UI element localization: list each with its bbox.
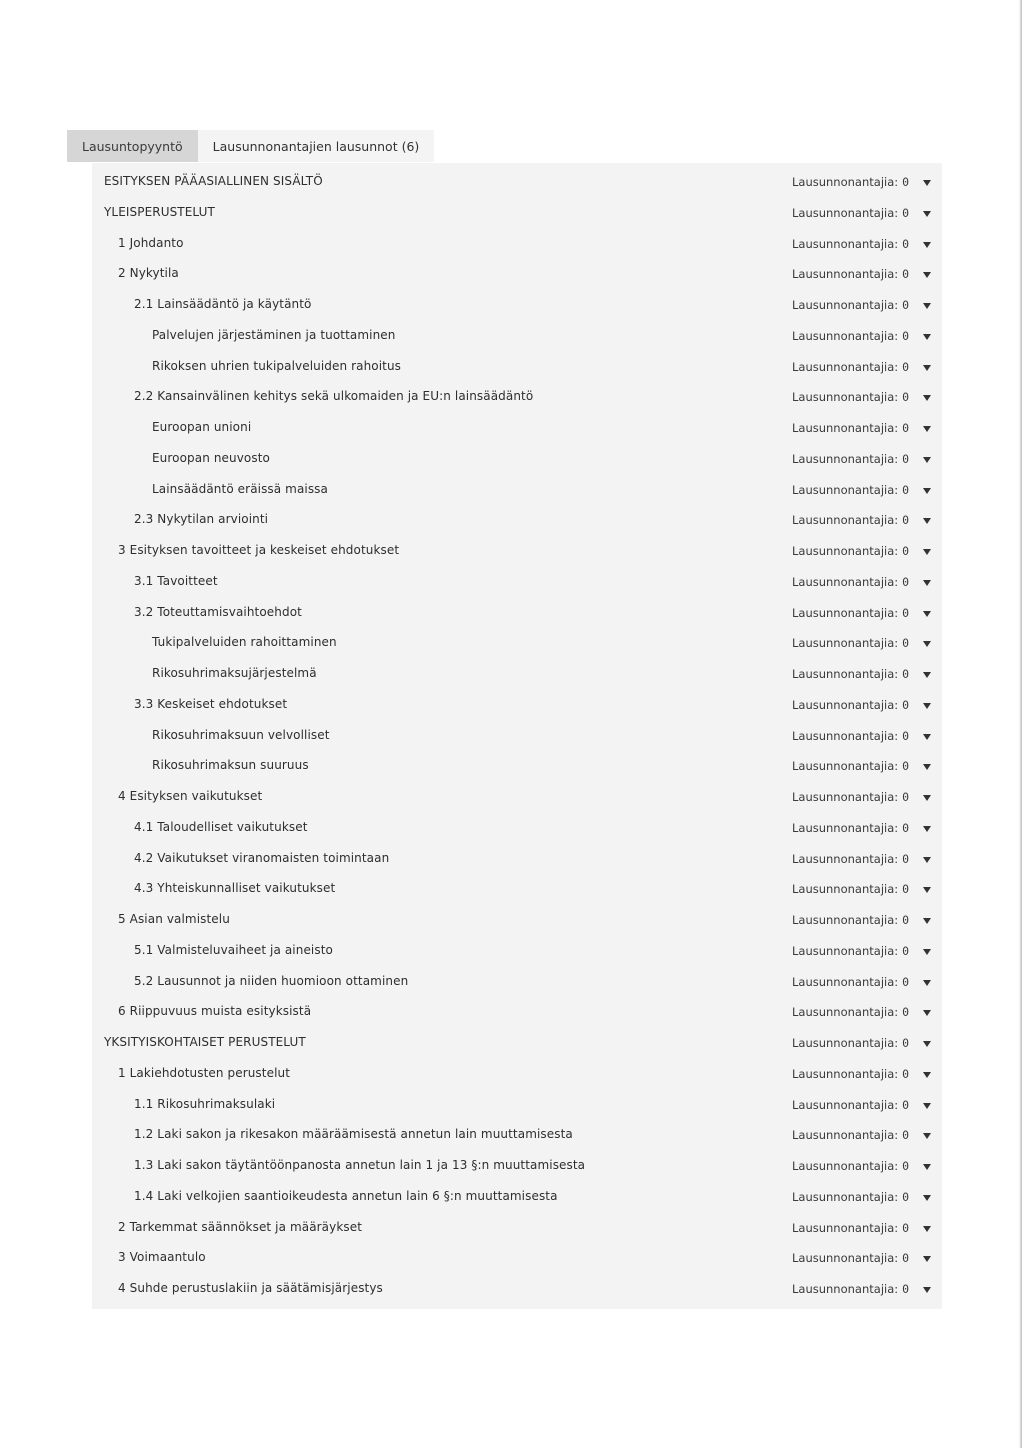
section-row[interactable] — [92, 996, 942, 1027]
section-title: 4 Suhde perustuslakiin ja säätämisjärjestys — [118, 1281, 383, 1295]
commenter-count-label: Lausunnonantajia: — [792, 1128, 899, 1143]
commenter-count — [792, 544, 909, 558]
commenter-count-value: 0 — [902, 205, 910, 220]
commenter-count-label: Lausunnonantajia: — [792, 605, 899, 620]
section-title: 6 Riippuvuus muista esityksistä — [118, 1004, 312, 1019]
commenter-count-label: Lausunnonantajia: — [792, 1220, 899, 1235]
expand-caret-icon[interactable] — [923, 334, 931, 340]
commenter-count — [792, 698, 909, 712]
expand-caret-icon[interactable] — [923, 395, 931, 401]
expand-caret-icon[interactable] — [923, 1226, 931, 1232]
commenter-count — [792, 1067, 909, 1081]
commenter-count — [792, 513, 909, 527]
section-title: 4.3 Yhteiskunnalliset vaikutukset — [134, 881, 336, 896]
section-title: 1.4 Laki velkojien saantioikeudesta annetun lain 6 §:n muuttamisesta — [134, 1188, 558, 1203]
commenter-count-value: 0 — [902, 913, 910, 927]
commenter-count-value: 0 — [902, 298, 910, 312]
commenter-count-value: 0 — [902, 175, 910, 189]
section-title: 5.1 Valmisteluvaiheet ja aineisto — [134, 942, 333, 957]
section-row[interactable] — [92, 258, 942, 289]
commenter-count-value: 0 — [902, 1189, 910, 1204]
expand-caret-icon[interactable] — [923, 826, 931, 832]
commenter-count-value: 0 — [902, 359, 910, 374]
commenter-count — [792, 1159, 909, 1173]
commenter-count — [792, 206, 909, 220]
section-title: Euroopan unioni — [152, 420, 252, 434]
commenter-count — [792, 483, 909, 497]
expand-caret-icon[interactable] — [923, 580, 931, 586]
section-row[interactable] — [92, 1273, 942, 1304]
section-row[interactable] — [92, 320, 942, 351]
section-row[interactable] — [92, 781, 942, 812]
commenter-count-label: Lausunnonantajia: — [792, 974, 899, 989]
section-row[interactable] — [92, 904, 942, 935]
commenter-count-value: 0 — [902, 943, 910, 958]
commenter-count-value: 0 — [902, 513, 910, 528]
commenter-count-label: Lausunnonantajia: — [792, 1097, 899, 1112]
commenter-count-value: 0 — [902, 1128, 910, 1143]
section-title: 1 Lakiehdotusten perustelut — [118, 1065, 291, 1080]
commenter-count-value: 0 — [902, 544, 910, 558]
commenter-count — [792, 1282, 909, 1296]
commenter-count-label: Lausunnonantajia: — [792, 851, 899, 866]
section-row[interactable] — [92, 474, 942, 505]
commenter-count-label: Lausunnonantajia: — [792, 421, 899, 435]
section-row[interactable] — [92, 750, 942, 781]
commenter-count-label: Lausunnonantajia: — [792, 544, 899, 558]
sections-panel — [92, 163, 942, 1309]
commenter-count-label: Lausunnonantajia: — [792, 820, 899, 835]
commenter-count-value: 0 — [902, 1066, 910, 1081]
commenter-count — [792, 821, 909, 835]
expand-caret-icon[interactable] — [923, 365, 931, 371]
section-row[interactable] — [92, 443, 942, 474]
commenter-count-value: 0 — [902, 636, 910, 651]
section-title: 2.3 Nykytilan arviointi — [134, 512, 269, 527]
section-row[interactable] — [92, 166, 942, 197]
commenter-count-label: Lausunnonantajia: — [792, 1159, 899, 1173]
commenter-count-value: 0 — [902, 1251, 910, 1266]
commenter-count-value: 0 — [902, 267, 910, 282]
section-row[interactable] — [92, 412, 942, 443]
section-title: 5 Asian valmistelu — [118, 912, 230, 926]
expand-caret-icon[interactable] — [923, 857, 931, 863]
expand-caret-icon[interactable] — [923, 1133, 931, 1139]
commenter-count-label: Lausunnonantajia: — [792, 728, 899, 743]
commenter-count — [792, 360, 909, 374]
section-row[interactable] — [92, 289, 942, 320]
section-title: YLEISPERUSTELUT — [104, 204, 215, 219]
section-row[interactable] — [92, 935, 942, 966]
commenter-count-label: Lausunnonantajia: — [792, 913, 899, 927]
commenter-count-label: Lausunnonantajia: — [792, 882, 899, 897]
section-title: 2 Nykytila — [118, 266, 179, 281]
expand-caret-icon[interactable] — [923, 518, 931, 524]
expand-caret-icon[interactable] — [923, 918, 931, 924]
commenter-count-label: Lausunnonantajia: — [792, 1189, 899, 1204]
commenter-count — [792, 606, 909, 620]
expand-caret-icon[interactable] — [923, 303, 931, 309]
section-row[interactable] — [92, 1089, 942, 1120]
commenter-count — [792, 975, 909, 989]
section-row[interactable] — [92, 1181, 942, 1212]
expand-caret-icon[interactable] — [923, 764, 931, 770]
commenter-count — [792, 1098, 909, 1112]
commenter-count-label: Lausunnonantajia: — [792, 390, 899, 405]
commenter-count — [792, 1005, 909, 1019]
section-title: 3 Voimaantulo — [118, 1250, 206, 1265]
section-row[interactable] — [92, 812, 942, 843]
section-title: 3.3 Keskeiset ehdotukset — [134, 696, 288, 711]
commenter-count-value: 0 — [902, 236, 910, 251]
expand-caret-icon[interactable] — [923, 641, 931, 647]
commenter-count — [792, 944, 909, 958]
commenter-count — [792, 329, 909, 343]
commenter-count — [792, 1221, 909, 1235]
section-title: 4.2 Vaikutukset viranomaisten toimintaan — [134, 850, 390, 865]
expand-caret-icon[interactable] — [923, 611, 931, 617]
section-row[interactable] — [92, 658, 942, 689]
commenter-count — [792, 667, 909, 681]
commenter-count — [792, 913, 909, 927]
commenter-count — [792, 1190, 909, 1204]
expand-caret-icon[interactable] — [923, 272, 931, 278]
expand-caret-icon[interactable] — [923, 980, 931, 986]
commenter-count-label: Lausunnonantajia: — [792, 451, 899, 466]
section-title: Lainsäädäntö eräissä maissa — [152, 481, 328, 496]
commenter-count — [792, 175, 909, 189]
commenter-count — [792, 575, 909, 589]
commenter-count-label: Lausunnonantajia: — [792, 1036, 899, 1050]
section-row[interactable] — [92, 1242, 942, 1273]
commenter-count — [792, 729, 909, 743]
expand-caret-icon[interactable] — [923, 1010, 931, 1016]
expand-caret-icon[interactable] — [923, 1256, 931, 1262]
section-title: Rikosuhrimaksujärjestelmä — [152, 666, 317, 680]
expand-caret-icon[interactable] — [923, 211, 931, 217]
commenter-count-label: Lausunnonantajia: — [792, 175, 899, 189]
section-title: 1 Johdanto — [118, 235, 184, 250]
section-title: 4.1 Taloudelliset vaikutukset — [134, 819, 308, 834]
section-row[interactable] — [92, 720, 942, 751]
section-row[interactable] — [92, 504, 942, 535]
section-title: 1.3 Laki sakon täytäntöönpanosta annetun lain 1 ja 13 §:n muuttamisesta — [134, 1158, 586, 1172]
commenter-count — [792, 1128, 909, 1142]
tab-label: Lausuntopyyntö — [82, 138, 183, 154]
expand-caret-icon[interactable] — [923, 549, 931, 555]
section-title: 2 Tarkemmat säännökset ja määräykset — [118, 1219, 363, 1234]
commenter-count-value: 0 — [902, 574, 910, 589]
commenter-count — [792, 1036, 909, 1050]
section-title: Euroopan neuvosto — [152, 450, 270, 465]
commenter-count-label: Lausunnonantajia: — [792, 1282, 899, 1296]
section-title: 4 Esityksen vaikutukset — [118, 789, 263, 803]
expand-caret-icon[interactable] — [923, 1195, 931, 1201]
commenter-count-value: 0 — [902, 1159, 910, 1173]
section-row[interactable] — [92, 228, 942, 259]
section-row[interactable] — [92, 627, 942, 658]
expand-caret-icon[interactable] — [923, 1103, 931, 1109]
tab-bar — [67, 130, 434, 162]
section-row[interactable] — [92, 843, 942, 874]
expand-caret-icon[interactable] — [923, 242, 931, 248]
commenter-count-value: 0 — [902, 820, 910, 835]
commenter-count-label: Lausunnonantajia: — [792, 482, 899, 497]
section-row[interactable] — [92, 381, 942, 412]
section-row[interactable] — [92, 1058, 942, 1089]
section-title: 1.1 Rikosuhrimaksulaki — [134, 1096, 276, 1111]
commenter-count-value: 0 — [902, 790, 910, 804]
commenter-count-label: Lausunnonantajia: — [792, 205, 899, 220]
commenter-count-value: 0 — [902, 328, 910, 343]
section-title: 2.2 Kansainvälinen kehitys sekä ulkomaiden ja EU:n lainsäädäntö — [134, 389, 534, 404]
commenter-count-value: 0 — [902, 605, 910, 620]
commenter-count — [792, 790, 909, 804]
section-row[interactable] — [92, 1119, 942, 1150]
expand-caret-icon[interactable] — [923, 180, 931, 186]
commenter-count-value: 0 — [902, 974, 910, 989]
commenter-count-value: 0 — [902, 390, 910, 405]
commenter-count-value: 0 — [902, 1282, 910, 1296]
commenter-count — [792, 421, 909, 435]
section-title: 2.1 Lainsäädäntö ja käytäntö — [134, 297, 312, 311]
expand-caret-icon[interactable] — [923, 1164, 931, 1170]
section-row[interactable] — [92, 873, 942, 904]
commenter-count-label: Lausunnonantajia: — [792, 1251, 899, 1266]
commenter-count-label: Lausunnonantajia: — [792, 359, 899, 374]
expand-caret-icon[interactable] — [923, 887, 931, 893]
section-row[interactable] — [92, 689, 942, 720]
commenter-count — [792, 759, 909, 773]
section-row[interactable] — [92, 197, 942, 228]
commenter-count-value: 0 — [902, 759, 910, 774]
tab-label: Lausunnonantajien lausunnot (6) — [212, 138, 420, 154]
commenter-count-label: Lausunnonantajia: — [792, 236, 899, 251]
section-title: Rikosuhrimaksun suuruus — [152, 758, 309, 773]
expand-caret-icon[interactable] — [923, 488, 931, 494]
commenter-count-label: Lausunnonantajia: — [792, 667, 899, 681]
commenter-count — [792, 390, 909, 404]
commenter-count — [792, 237, 909, 251]
commenter-count-value: 0 — [902, 421, 910, 435]
commenter-count — [792, 298, 909, 312]
expand-caret-icon[interactable] — [923, 734, 931, 740]
section-row[interactable] — [92, 966, 942, 997]
section-title: Palvelujen järjestäminen ja tuottaminen — [152, 327, 396, 342]
commenter-count-label: Lausunnonantajia: — [792, 636, 899, 651]
commenter-count-value: 0 — [902, 482, 910, 497]
section-row[interactable] — [92, 1027, 942, 1058]
commenter-count-label: Lausunnonantajia: — [792, 790, 899, 804]
tab-lausunnonantajien-lausunnot[interactable] — [198, 130, 435, 162]
commenter-count-value: 0 — [902, 1005, 910, 1020]
commenter-count-value: 0 — [902, 667, 910, 681]
expand-caret-icon[interactable] — [923, 1072, 931, 1078]
commenter-count — [792, 267, 909, 281]
section-title: ESITYKSEN PÄÄASIALLINEN SISÄLTÖ — [104, 174, 323, 188]
expand-caret-icon[interactable] — [923, 426, 931, 432]
commenter-count-value: 0 — [902, 851, 910, 866]
commenter-count — [792, 452, 909, 466]
expand-caret-icon[interactable] — [923, 672, 931, 678]
commenter-count-value: 0 — [902, 1220, 910, 1235]
commenter-count-label: Lausunnonantajia: — [792, 943, 899, 958]
commenter-count-label: Lausunnonantajia: — [792, 1005, 899, 1020]
commenter-count — [792, 882, 909, 896]
section-row[interactable] — [92, 351, 942, 382]
expand-caret-icon[interactable] — [923, 457, 931, 463]
commenter-count-value: 0 — [902, 728, 910, 743]
expand-caret-icon[interactable] — [923, 1287, 931, 1293]
commenter-count-value: 0 — [902, 451, 910, 466]
commenter-count-label: Lausunnonantajia: — [792, 697, 899, 712]
commenter-count-label: Lausunnonantajia: — [792, 298, 899, 312]
expand-caret-icon[interactable] — [923, 795, 931, 801]
section-title: Rikosuhrimaksuun velvolliset — [152, 727, 330, 742]
section-title: 3 Esityksen tavoitteet ja keskeiset ehdotukset — [118, 543, 400, 557]
commenter-count-label: Lausunnonantajia: — [792, 513, 899, 528]
expand-caret-icon[interactable] — [923, 949, 931, 955]
section-title: 3.2 Toteuttamisvaihtoehdot — [134, 604, 302, 619]
section-row[interactable] — [92, 535, 942, 566]
tab-lausuntopyynto[interactable] — [67, 130, 198, 162]
commenter-count-label: Lausunnonantajia: — [792, 759, 899, 774]
section-title: 3.1 Tavoitteet — [134, 573, 218, 588]
commenter-count-label: Lausunnonantajia: — [792, 267, 899, 282]
section-title: 5.2 Lausunnot ja niiden huomioon ottaminen — [134, 973, 409, 988]
commenter-count-label: Lausunnonantajia: — [792, 1066, 899, 1081]
scan-edge — [1019, 0, 1022, 1448]
commenter-count-value: 0 — [902, 1097, 910, 1112]
section-title: Tukipalveluiden rahoittaminen — [152, 635, 337, 650]
commenter-count-label: Lausunnonantajia: — [792, 574, 899, 589]
section-row[interactable] — [92, 1150, 942, 1181]
commenter-count-label: Lausunnonantajia: — [792, 328, 899, 343]
section-title: YKSITYISKOHTAISET PERUSTELUT — [104, 1035, 306, 1049]
section-title: Rikoksen uhrien tukipalveluiden rahoitus — [152, 358, 402, 373]
section-row[interactable] — [92, 1212, 942, 1243]
commenter-count — [792, 852, 909, 866]
commenter-count — [792, 636, 909, 650]
commenter-count-value: 0 — [902, 1036, 910, 1050]
section-row[interactable] — [92, 566, 942, 597]
section-row[interactable] — [92, 597, 942, 628]
expand-caret-icon[interactable] — [923, 703, 931, 709]
commenter-count — [792, 1251, 909, 1265]
commenter-count-value: 0 — [902, 697, 910, 712]
expand-caret-icon[interactable] — [923, 1041, 931, 1047]
section-title: 1.2 Laki sakon ja rikesakon määräämisestä annetun lain muuttamisesta — [134, 1127, 573, 1142]
commenter-count-value: 0 — [902, 882, 910, 897]
